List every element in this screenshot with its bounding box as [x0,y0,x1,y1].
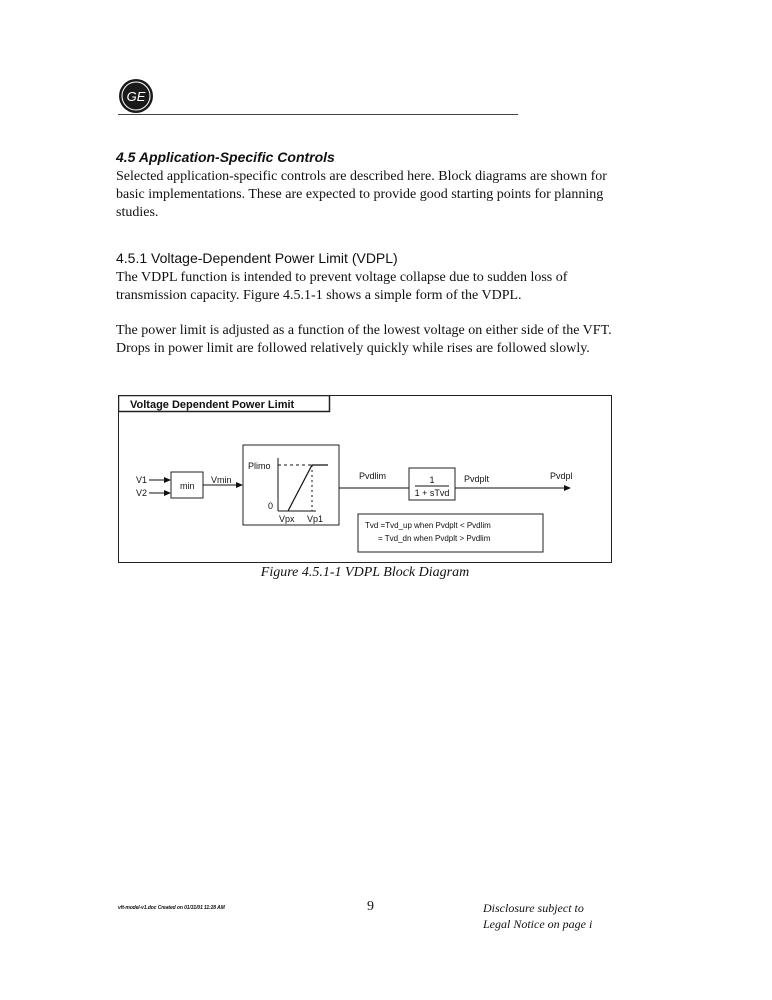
pvdpl-label: Pvdpl [550,471,573,481]
pvdlim-label: Pvdlim [359,471,387,481]
diagram-title: Voltage Dependent Power Limit [130,399,295,411]
tvd-note-box [358,514,543,552]
vpx-label: Vpx [279,514,295,524]
footer-notice-line-2: Legal Notice on page i [483,917,593,931]
lag-numerator: 1 [429,475,435,485]
tvd-note-line-1: Tvd =Tvd_up when Pvdplt < Pvdlim [365,521,491,530]
ge-logo-text: GE [126,89,146,104]
lag-denominator: 1 + sTvd [414,488,450,498]
plimo-curve-block [243,445,339,525]
vdpl-paragraph-2: The power limit is adjusted as a function of the lowest voltage on either side of the VFT. Drops in power limit are followed relatively quickly while rises are followed slowly. [116,323,612,356]
plimo-label: Plimo [248,461,271,471]
input-v1-label: V1 [136,475,148,485]
input-v2-label: V2 [136,488,148,498]
footer-notice [483,900,592,932]
header-rule [118,114,518,115]
vp1-label: Vp1 [307,514,324,524]
page-number: 9 [367,899,374,914]
pvdplt-label: Pvdplt [464,474,490,484]
vdpl-paragraph-1: The VDPL function is intended to prevent voltage collapse due to sudden loss of transmission capacity. Figure 4.5.1-1 shows a simple form of the VDPL. [116,270,568,303]
subsection-title: 4.5.1 Voltage-Dependent Power Limit (VDPL) [116,250,398,266]
section-title: 4.5 Application-Specific Controls [116,149,335,165]
tvd-note-line-2: = Tvd_dn when Pvdplt > Pvdlim [378,534,491,543]
figure-caption: Figure 4.5.1-1 VDPL Block Diagram [260,565,470,580]
min-block-label: min [180,481,195,491]
limit-curve [288,465,328,511]
footer-filename: vft-model-v1.doc Created on 01/31/01 11:28 AM [118,905,225,911]
section-intro: Selected application-specific controls are described here. Block diagrams are shown for basic implementations. These are expected to provide good starting points for planning studies. [116,169,607,220]
ge-logo [118,78,154,114]
footer-notice-line-1: Disclosure subject to [483,901,584,915]
vdpl-block-diagram [118,395,612,565]
vmin-label: Vmin [211,475,232,485]
zero-label: 0 [268,501,274,511]
